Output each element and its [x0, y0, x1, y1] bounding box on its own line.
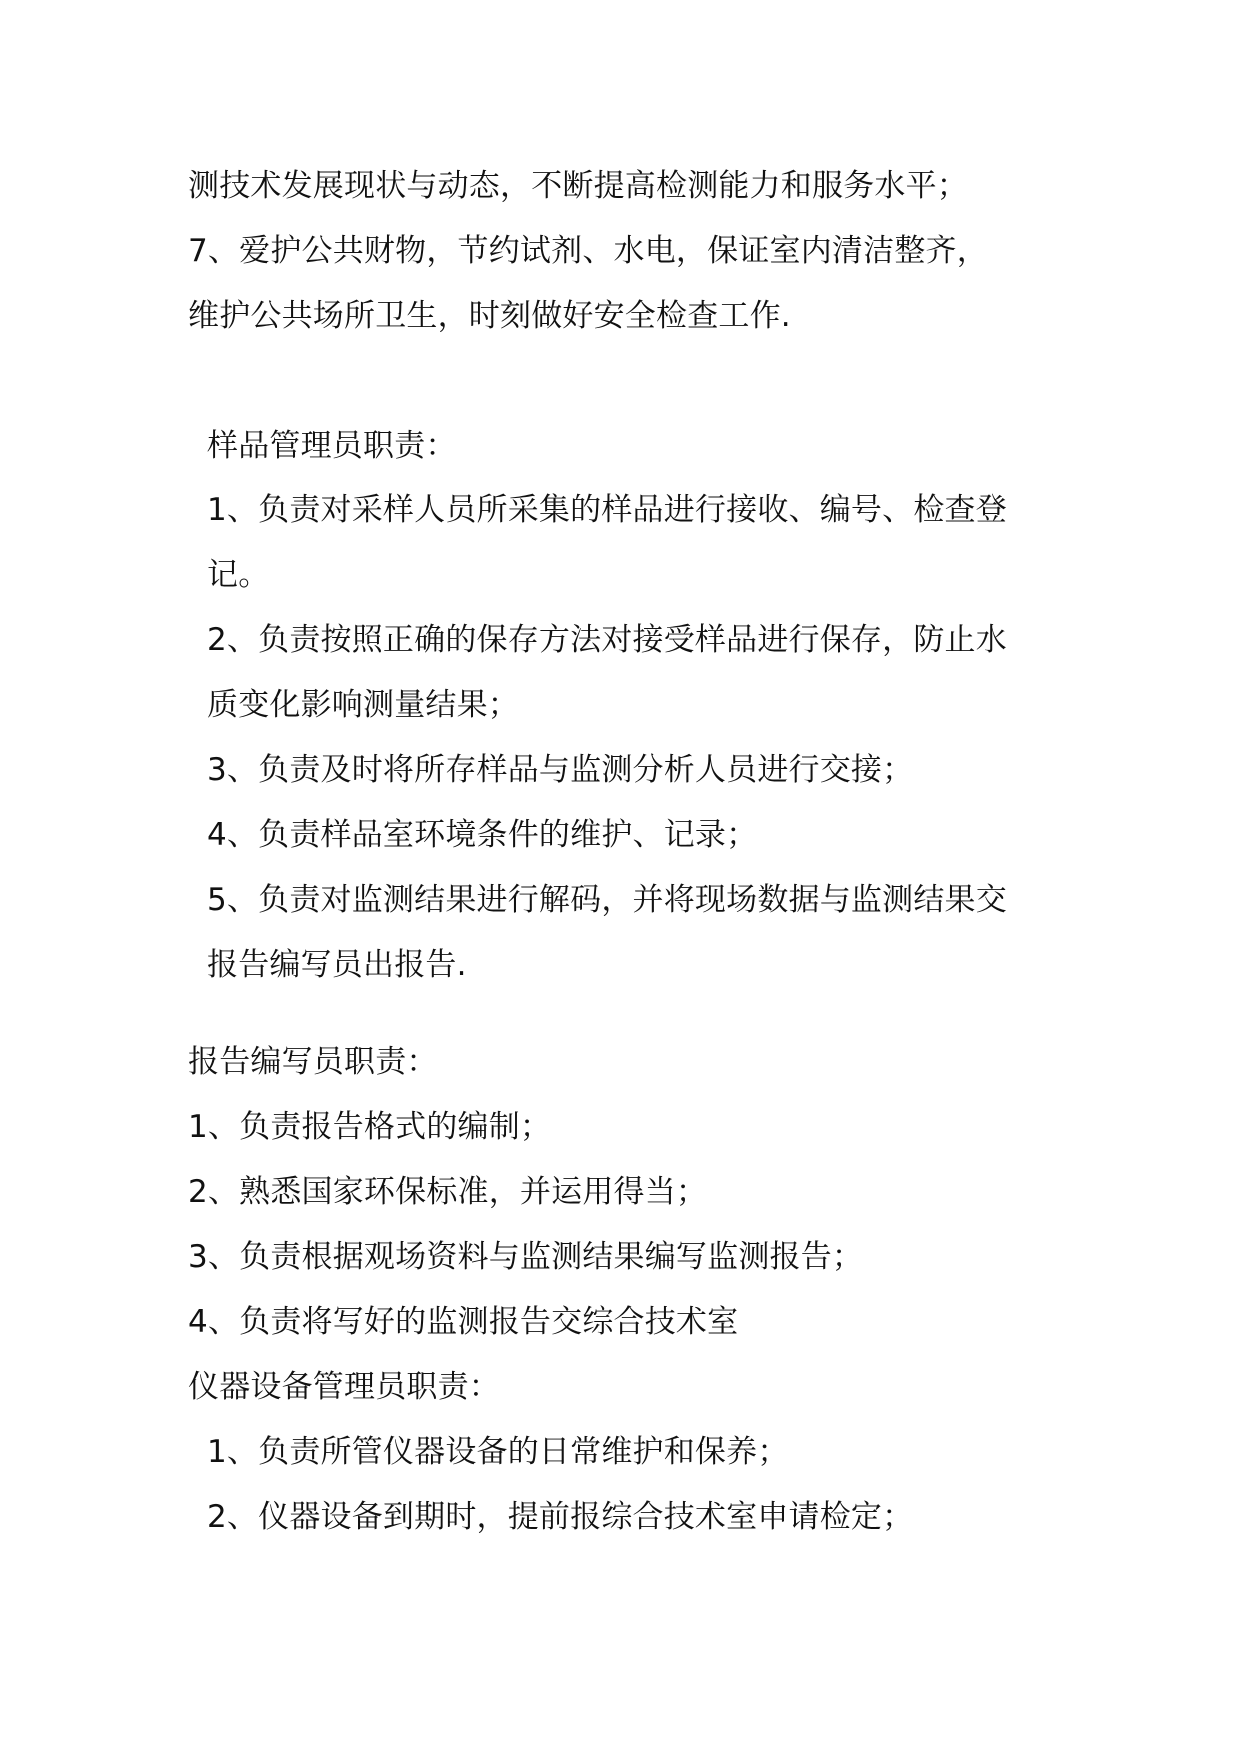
sample-manager-line-7: 5、负责对监测结果进行解码，并将现场数据与监测结果交 — [207, 882, 1007, 918]
equipment-manager-line-2: 2、仪器设备到期时，提前报综合技术室申请检定； — [207, 1499, 914, 1535]
intro-line-2: 7、爱护公共财物，节约试剂、水电，保证室内清洁整齐， — [188, 233, 988, 269]
report-writer-line-1: 1、负责报告格式的编制； — [188, 1109, 552, 1145]
report-writer-heading: 报告编写员职责： — [188, 1044, 438, 1080]
sample-manager-heading: 样品管理员职责： — [207, 428, 457, 464]
sample-manager-line-5: 3、负责及时将所存样品与监测分析人员进行交接； — [207, 752, 914, 788]
intro-line-1: 测技术发展现状与动态，不断提高检测能力和服务水平； — [188, 168, 968, 204]
report-writer-line-3: 3、负责根据观场资料与监测结果编写监测报告； — [188, 1239, 864, 1275]
equipment-manager-heading: 仪器设备管理员职责： — [188, 1369, 500, 1405]
sample-manager-line-1: 1、负责对采样人员所采集的样品进行接收、编号、检查登 — [207, 492, 1007, 528]
sample-manager-line-3: 2、负责按照正确的保存方法对接受样品进行保存，防止水 — [207, 622, 1007, 658]
report-writer-line-2: 2、熟悉国家环保标准，并运用得当； — [188, 1174, 708, 1210]
sample-manager-line-4: 质变化影响测量结果； — [207, 687, 519, 723]
intro-line-3: 维护公共场所卫生，时刻做好安全检查工作. — [188, 298, 791, 334]
equipment-manager-line-1: 1、负责所管仪器设备的日常维护和保养； — [207, 1434, 789, 1470]
report-writer-line-4: 4、负责将写好的监测报告交综合技术室 — [188, 1304, 739, 1340]
sample-manager-line-2: 记。 — [207, 557, 270, 593]
sample-manager-line-6: 4、负责样品室环境条件的维护、记录； — [207, 817, 758, 853]
sample-manager-line-8: 报告编写员出报告. — [207, 947, 467, 983]
